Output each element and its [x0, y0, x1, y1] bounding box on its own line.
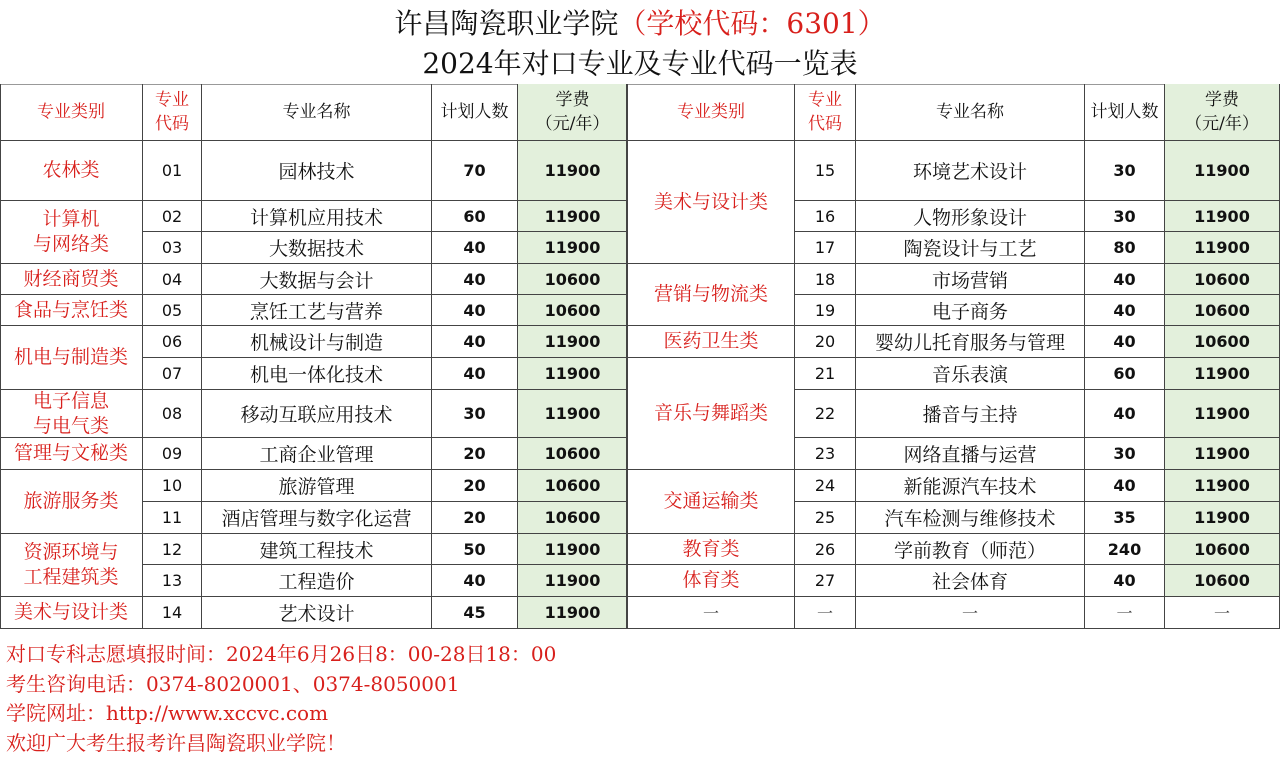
plan-count: 30	[1085, 201, 1165, 232]
major-code: 02	[143, 201, 202, 232]
major-code: 03	[143, 232, 202, 264]
tuition-fee: 10600	[518, 470, 628, 502]
title-block	[0, 0, 1280, 85]
major-code: 12	[143, 534, 202, 565]
welcome-text: 欢迎广大考生报考许昌陶瓷职业学院！	[6, 730, 346, 755]
major-code: 09	[143, 438, 202, 470]
major-code: 14	[143, 597, 202, 629]
major-code: 13	[143, 565, 202, 597]
plan-count: 40	[432, 232, 518, 264]
plan-count: 20	[432, 438, 518, 470]
plan-count: 40	[432, 295, 518, 326]
school-name: 许昌陶瓷职业学院	[394, 7, 619, 40]
category-cell: 美术与设计类	[0, 597, 143, 629]
category-cell: 教育类	[628, 534, 795, 565]
tuition-fee: 11900	[518, 232, 628, 264]
tuition-fee: 11900	[1165, 438, 1280, 470]
header-name: 专业名称	[202, 84, 432, 141]
plan-count: 40	[1085, 295, 1165, 326]
tuition-fee: 10600	[518, 438, 628, 470]
plan-count: 40	[1085, 470, 1165, 502]
major-code: 25	[795, 502, 856, 534]
category-cell: 音乐与舞蹈类	[628, 358, 795, 470]
major-name: 移动互联应用技术	[202, 390, 432, 438]
major-code: 15	[795, 141, 856, 201]
major-name: 园林技术	[202, 141, 432, 201]
plan-count: 40	[432, 264, 518, 295]
major-name: 播音与主持	[856, 390, 1085, 438]
plan-count: 30	[1085, 438, 1165, 470]
tuition-fee: 11900	[1165, 141, 1280, 201]
category-cell: 医药卫生类	[628, 326, 795, 358]
tuition-fee: 11900	[518, 390, 628, 438]
consult-phone: 考生咨询电话：0374-8020001、0374-8050001	[6, 671, 460, 696]
major-code: 01	[143, 141, 202, 201]
category-cell: 机电与制造类	[0, 326, 143, 390]
major-name: 环境艺术设计	[856, 141, 1085, 201]
plan-count: 一	[1085, 597, 1165, 629]
page-title	[0, 6, 1280, 42]
tuition-fee: 11900	[1165, 201, 1280, 232]
plan-count: 40	[432, 326, 518, 358]
tuition-fee: 11900	[1165, 390, 1280, 438]
major-name: 大数据技术	[202, 232, 432, 264]
header-fee: 学费 （元/年）	[1165, 84, 1280, 141]
tuition-fee: 10600	[1165, 326, 1280, 358]
plan-count: 30	[1085, 141, 1165, 201]
application-time: 对口专科志愿填报时间：2024年6月26日8：00-28日18：00	[6, 642, 557, 666]
plan-count: 40	[1085, 264, 1165, 295]
category-cell: 财经商贸类	[0, 264, 143, 295]
major-name: 建筑工程技术	[202, 534, 432, 565]
footer-notes	[6, 640, 1274, 758]
plan-count: 30	[432, 390, 518, 438]
major-name: 旅游管理	[202, 470, 432, 502]
category-cell: 旅游服务类	[0, 470, 143, 534]
major-name: 一	[856, 597, 1085, 629]
header-code: 专业 代码	[795, 84, 856, 141]
tuition-fee: 10600	[518, 502, 628, 534]
header-category: 专业类别	[628, 84, 795, 141]
tuition-fee: 11900	[518, 597, 628, 629]
major-name: 电子商务	[856, 295, 1085, 326]
header-plan: 计划人数	[1085, 84, 1165, 141]
major-name: 机电一体化技术	[202, 358, 432, 390]
major-code: 06	[143, 326, 202, 358]
tuition-fee: 11900	[518, 326, 628, 358]
school-code-note: （学校代码：6301）	[618, 7, 886, 40]
category-cell: 体育类	[628, 565, 795, 597]
major-code: 21	[795, 358, 856, 390]
tuition-fee: 11900	[518, 201, 628, 232]
major-name: 新能源汽车技术	[856, 470, 1085, 502]
major-name: 计算机应用技术	[202, 201, 432, 232]
category-cell: 资源环境与 工程建筑类	[0, 534, 143, 597]
major-name: 网络直播与运营	[856, 438, 1085, 470]
tuition-fee: 11900	[1165, 232, 1280, 264]
table-divider	[626, 84, 628, 629]
tuition-fee: 11900	[1165, 502, 1280, 534]
major-name: 陶瓷设计与工艺	[856, 232, 1085, 264]
major-code: 19	[795, 295, 856, 326]
major-name: 音乐表演	[856, 358, 1085, 390]
major-name: 艺术设计	[202, 597, 432, 629]
tuition-fee: 一	[1165, 597, 1280, 629]
major-code: 23	[795, 438, 856, 470]
header-code: 专业 代码	[143, 84, 202, 141]
major-name: 学前教育（师范）	[856, 534, 1085, 565]
major-name: 人物形象设计	[856, 201, 1085, 232]
header-name: 专业名称	[856, 84, 1085, 141]
major-name: 机械设计与制造	[202, 326, 432, 358]
tuition-fee: 10600	[1165, 295, 1280, 326]
tuition-fee: 11900	[518, 534, 628, 565]
category-cell: 食品与烹饪类	[0, 295, 143, 326]
tuition-fee: 10600	[1165, 534, 1280, 565]
major-code: 04	[143, 264, 202, 295]
tuition-fee: 11900	[518, 358, 628, 390]
category-cell: 管理与文秘类	[0, 438, 143, 470]
plan-count: 80	[1085, 232, 1165, 264]
major-code: 05	[143, 295, 202, 326]
category-cell: 计算机 与网络类	[0, 201, 143, 264]
plan-count: 60	[1085, 358, 1165, 390]
plan-count: 40	[432, 565, 518, 597]
tuition-fee: 11900	[518, 141, 628, 201]
category-cell: 美术与设计类	[628, 141, 795, 264]
plan-count: 45	[432, 597, 518, 629]
major-code: 27	[795, 565, 856, 597]
major-code: 18	[795, 264, 856, 295]
category-cell: 营销与物流类	[628, 264, 795, 326]
major-code: 10	[143, 470, 202, 502]
major-name: 社会体育	[856, 565, 1085, 597]
website: 学院网址：http://www.xccvc.com	[6, 701, 329, 725]
plan-count: 20	[432, 470, 518, 502]
header-fee: 学费 （元/年）	[518, 84, 628, 141]
plan-count: 20	[432, 502, 518, 534]
major-name: 汽车检测与维修技术	[856, 502, 1085, 534]
plan-count: 40	[1085, 390, 1165, 438]
plan-count: 40	[432, 358, 518, 390]
major-code: 08	[143, 390, 202, 438]
plan-count: 40	[1085, 565, 1165, 597]
major-code: 24	[795, 470, 856, 502]
major-code: 26	[795, 534, 856, 565]
category-cell: 一	[628, 597, 795, 629]
plan-count: 240	[1085, 534, 1165, 565]
major-name: 大数据与会计	[202, 264, 432, 295]
major-code: 16	[795, 201, 856, 232]
tuition-fee: 10600	[518, 264, 628, 295]
page-subtitle: 2024年对口专业及专业代码一览表	[422, 47, 858, 80]
plan-count: 40	[1085, 326, 1165, 358]
tuition-fee: 11900	[1165, 358, 1280, 390]
major-code: 11	[143, 502, 202, 534]
plan-count: 60	[432, 201, 518, 232]
major-name: 烹饪工艺与营养	[202, 295, 432, 326]
category-cell: 交通运输类	[628, 470, 795, 534]
major-name: 市场营销	[856, 264, 1085, 295]
header-category: 专业类别	[0, 84, 143, 141]
tuition-fee: 10600	[1165, 264, 1280, 295]
plan-count: 50	[432, 534, 518, 565]
plan-count: 70	[432, 141, 518, 201]
category-cell: 电子信息 与电气类	[0, 390, 143, 438]
major-code: 17	[795, 232, 856, 264]
major-code: 一	[795, 597, 856, 629]
major-name: 工程造价	[202, 565, 432, 597]
plan-count: 35	[1085, 502, 1165, 534]
major-code: 07	[143, 358, 202, 390]
tuition-fee: 10600	[1165, 565, 1280, 597]
major-code: 20	[795, 326, 856, 358]
major-name: 婴幼儿托育服务与管理	[856, 326, 1085, 358]
tuition-fee: 11900	[518, 565, 628, 597]
major-name: 工商企业管理	[202, 438, 432, 470]
major-code: 22	[795, 390, 856, 438]
major-name: 酒店管理与数字化运营	[202, 502, 432, 534]
tuition-fee: 10600	[518, 295, 628, 326]
header-plan: 计划人数	[432, 84, 518, 141]
category-cell: 农林类	[0, 141, 143, 201]
tuition-fee: 11900	[1165, 470, 1280, 502]
